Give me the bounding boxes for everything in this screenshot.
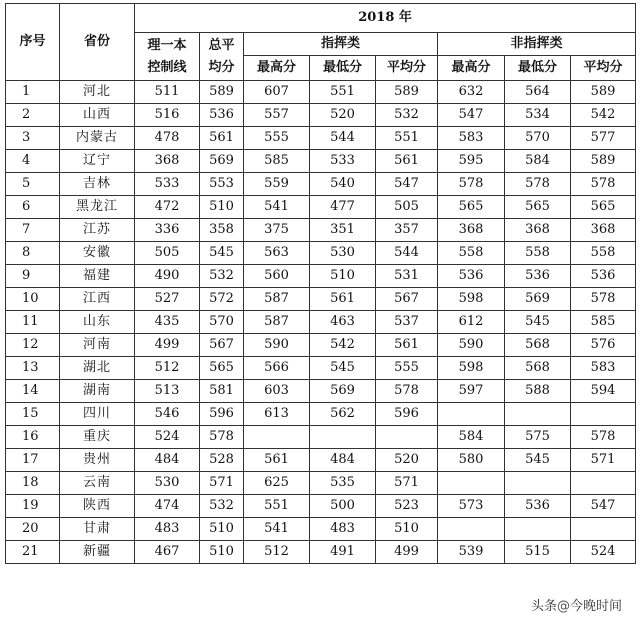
cell-province: 贵州 [60, 449, 135, 472]
cell-nmin [505, 518, 571, 541]
cell-navg [571, 518, 636, 541]
cell-cmin [310, 426, 376, 449]
cell-line: 474 [135, 495, 200, 518]
table-row [6, 380, 636, 403]
cell-seq: 1 [6, 81, 60, 104]
cell-nmax: 536 [438, 265, 505, 288]
score-table-wrapper [5, 3, 635, 564]
table-row [6, 265, 636, 288]
cell-nmax: 632 [438, 81, 505, 104]
cell-cavg: 561 [376, 334, 438, 357]
cell-nmin: 568 [505, 334, 571, 357]
cell-cavg: 520 [376, 449, 438, 472]
cell-seq: 7 [6, 219, 60, 242]
cell-total: 532 [200, 265, 244, 288]
cell-cavg: 555 [376, 357, 438, 380]
cell-seq: 9 [6, 265, 60, 288]
cell-cmax: 561 [244, 449, 310, 472]
cell-province: 重庆 [60, 426, 135, 449]
table-row [6, 219, 636, 242]
cell-total: 570 [200, 311, 244, 334]
cell-navg: 576 [571, 334, 636, 357]
cell-cmin: 491 [310, 541, 376, 564]
header-control-line-2: 控制线 [147, 59, 187, 75]
cell-seq: 11 [6, 311, 60, 334]
cell-province: 内蒙古 [60, 127, 135, 150]
cell-navg: 585 [571, 311, 636, 334]
cell-nmax: 368 [438, 219, 505, 242]
cell-nmax: 580 [438, 449, 505, 472]
cell-seq: 16 [6, 426, 60, 449]
cell-cavg: 551 [376, 127, 438, 150]
cell-cmin: 510 [310, 265, 376, 288]
cell-line: 533 [135, 173, 200, 196]
cell-cmax [244, 426, 310, 449]
cell-province: 江苏 [60, 219, 135, 242]
cell-province: 吉林 [60, 173, 135, 196]
cell-line: 435 [135, 311, 200, 334]
table-row [6, 472, 636, 495]
cell-cavg: 532 [376, 104, 438, 127]
header-total-avg [200, 33, 244, 81]
table-row [6, 311, 636, 334]
cell-cavg: 561 [376, 150, 438, 173]
cell-total: 532 [200, 495, 244, 518]
cell-nmax: 539 [438, 541, 505, 564]
cell-cavg: 547 [376, 173, 438, 196]
cell-nmin: 515 [505, 541, 571, 564]
cell-cmin: 463 [310, 311, 376, 334]
cell-province: 陕西 [60, 495, 135, 518]
cell-nmin: 575 [505, 426, 571, 449]
cell-cmax: 625 [244, 472, 310, 495]
table-row [6, 426, 636, 449]
cell-line: 472 [135, 196, 200, 219]
cell-navg: 578 [571, 288, 636, 311]
cell-cmax: 559 [244, 173, 310, 196]
cell-total: 589 [200, 81, 244, 104]
cell-navg: 577 [571, 127, 636, 150]
cell-total: 569 [200, 150, 244, 173]
cell-nmin: 569 [505, 288, 571, 311]
cell-cmin: 551 [310, 81, 376, 104]
cell-nmin [505, 403, 571, 426]
cell-total: 596 [200, 403, 244, 426]
cell-cmin: 562 [310, 403, 376, 426]
cell-province: 河北 [60, 81, 135, 104]
cell-nmax: 565 [438, 196, 505, 219]
watermark-prefix: 头条 [530, 599, 557, 614]
cell-nmax: 597 [438, 380, 505, 403]
cell-navg [571, 403, 636, 426]
cell-cmin: 351 [310, 219, 376, 242]
table-row [6, 357, 636, 380]
cell-line: 467 [135, 541, 200, 564]
table-row [6, 449, 636, 472]
cell-line: 546 [135, 403, 200, 426]
cell-nmin: 565 [505, 196, 571, 219]
cell-cavg: 523 [376, 495, 438, 518]
cell-seq: 18 [6, 472, 60, 495]
cell-nmax: 598 [438, 357, 505, 380]
cell-seq: 10 [6, 288, 60, 311]
cell-line: 513 [135, 380, 200, 403]
cell-nmax: 598 [438, 288, 505, 311]
cell-cmax: 607 [244, 81, 310, 104]
cell-navg: 542 [571, 104, 636, 127]
cell-cavg [376, 426, 438, 449]
cell-total: 510 [200, 196, 244, 219]
cell-navg: 558 [571, 242, 636, 265]
cell-line: 527 [135, 288, 200, 311]
cell-cavg: 510 [376, 518, 438, 541]
cell-province: 湖北 [60, 357, 135, 380]
cell-cmax: 587 [244, 288, 310, 311]
cell-nmin: 534 [505, 104, 571, 127]
cell-nmin: 564 [505, 81, 571, 104]
cell-nmax [438, 472, 505, 495]
cell-navg: 571 [571, 449, 636, 472]
cell-line: 368 [135, 150, 200, 173]
cell-cmax: 590 [244, 334, 310, 357]
cell-line: 336 [135, 219, 200, 242]
cell-total: 510 [200, 518, 244, 541]
score-table [5, 3, 636, 564]
cell-nmax: 558 [438, 242, 505, 265]
header-noncommand-min: 最低分 [505, 56, 571, 81]
header-control-line-1: 理一本 [147, 37, 187, 53]
cell-province: 安徽 [60, 242, 135, 265]
cell-cmax: 555 [244, 127, 310, 150]
header-command-mean: 平均分 [376, 56, 438, 81]
cell-line: 499 [135, 334, 200, 357]
cell-province: 河南 [60, 334, 135, 357]
cell-cavg: 505 [376, 196, 438, 219]
cell-total: 581 [200, 380, 244, 403]
table-row [6, 541, 636, 564]
cell-seq: 21 [6, 541, 60, 564]
cell-seq: 3 [6, 127, 60, 150]
cell-cmin: 540 [310, 173, 376, 196]
cell-line: 505 [135, 242, 200, 265]
header-control-line [135, 33, 200, 81]
cell-navg [571, 472, 636, 495]
header-noncommand: 非指挥类 [438, 33, 636, 56]
cell-total: 572 [200, 288, 244, 311]
header-command: 指挥类 [244, 33, 438, 56]
cell-cmin: 535 [310, 472, 376, 495]
header-province: 省份 [60, 4, 135, 81]
header-year: 2018 年 [135, 4, 636, 33]
cell-cmax: 551 [244, 495, 310, 518]
cell-line: 490 [135, 265, 200, 288]
cell-nmin: 536 [505, 265, 571, 288]
cell-cmin: 484 [310, 449, 376, 472]
cell-navg: 578 [571, 173, 636, 196]
cell-navg: 536 [571, 265, 636, 288]
cell-province: 云南 [60, 472, 135, 495]
cell-cmax: 587 [244, 311, 310, 334]
cell-navg: 368 [571, 219, 636, 242]
cell-total: 567 [200, 334, 244, 357]
cell-seq: 13 [6, 357, 60, 380]
cell-province: 湖南 [60, 380, 135, 403]
cell-navg: 524 [571, 541, 636, 564]
table-row [6, 173, 636, 196]
cell-cmin: 500 [310, 495, 376, 518]
cell-cmin: 561 [310, 288, 376, 311]
cell-province: 山西 [60, 104, 135, 127]
cell-cmax: 512 [244, 541, 310, 564]
cell-nmin: 578 [505, 173, 571, 196]
cell-total: 553 [200, 173, 244, 196]
cell-cavg: 537 [376, 311, 438, 334]
cell-total: 358 [200, 219, 244, 242]
cell-cmin: 477 [310, 196, 376, 219]
cell-cavg: 499 [376, 541, 438, 564]
header-noncommand-max: 最高分 [438, 56, 505, 81]
cell-nmin: 570 [505, 127, 571, 150]
table-row [6, 196, 636, 219]
cell-seq: 15 [6, 403, 60, 426]
cell-province: 新疆 [60, 541, 135, 564]
cell-navg: 594 [571, 380, 636, 403]
cell-nmax: 578 [438, 173, 505, 196]
cell-total: 510 [200, 541, 244, 564]
cell-seq: 4 [6, 150, 60, 173]
cell-cmax: 557 [244, 104, 310, 127]
cell-nmax [438, 403, 505, 426]
cell-nmax: 590 [438, 334, 505, 357]
cell-cmin: 569 [310, 380, 376, 403]
header-noncommand-mean: 平均分 [571, 56, 636, 81]
cell-cmin: 545 [310, 357, 376, 380]
cell-cmin: 542 [310, 334, 376, 357]
table-row [6, 403, 636, 426]
watermark [527, 594, 626, 615]
cell-seq: 14 [6, 380, 60, 403]
cell-nmin [505, 472, 571, 495]
cell-cavg: 589 [376, 81, 438, 104]
cell-province: 甘肃 [60, 518, 135, 541]
cell-navg: 589 [571, 81, 636, 104]
table-body [6, 81, 636, 564]
cell-cmax: 563 [244, 242, 310, 265]
cell-cavg: 578 [376, 380, 438, 403]
cell-total: 571 [200, 472, 244, 495]
cell-line: 524 [135, 426, 200, 449]
cell-total: 561 [200, 127, 244, 150]
cell-nmin: 368 [505, 219, 571, 242]
cell-province: 四川 [60, 403, 135, 426]
header-command-min: 最低分 [310, 56, 376, 81]
watermark-at: @ [556, 599, 570, 614]
cell-cavg: 544 [376, 242, 438, 265]
table-row [6, 104, 636, 127]
cell-seq: 12 [6, 334, 60, 357]
table-row [6, 495, 636, 518]
cell-seq: 17 [6, 449, 60, 472]
table-row [6, 150, 636, 173]
cell-line: 530 [135, 472, 200, 495]
cell-cmin: 520 [310, 104, 376, 127]
cell-cmin: 483 [310, 518, 376, 541]
cell-navg: 578 [571, 426, 636, 449]
cell-cmax: 603 [244, 380, 310, 403]
cell-seq: 6 [6, 196, 60, 219]
cell-cmin: 530 [310, 242, 376, 265]
cell-nmin: 588 [505, 380, 571, 403]
cell-nmax: 612 [438, 311, 505, 334]
table-row [6, 334, 636, 357]
cell-line: 478 [135, 127, 200, 150]
table-row [6, 127, 636, 150]
cell-cmax: 541 [244, 196, 310, 219]
cell-navg: 547 [571, 495, 636, 518]
table-row [6, 518, 636, 541]
cell-total: 578 [200, 426, 244, 449]
cell-cmax: 375 [244, 219, 310, 242]
cell-cmax: 613 [244, 403, 310, 426]
cell-seq: 20 [6, 518, 60, 541]
cell-nmax: 583 [438, 127, 505, 150]
cell-cavg: 571 [376, 472, 438, 495]
cell-nmax [438, 518, 505, 541]
cell-cmin: 533 [310, 150, 376, 173]
cell-nmax: 584 [438, 426, 505, 449]
cell-province: 辽宁 [60, 150, 135, 173]
cell-cavg: 357 [376, 219, 438, 242]
cell-cmax: 566 [244, 357, 310, 380]
header-total-avg-2: 均分 [208, 59, 235, 75]
cell-line: 484 [135, 449, 200, 472]
cell-seq: 19 [6, 495, 60, 518]
cell-nmin: 558 [505, 242, 571, 265]
cell-line: 511 [135, 81, 200, 104]
cell-province: 山东 [60, 311, 135, 334]
cell-seq: 8 [6, 242, 60, 265]
cell-navg: 589 [571, 150, 636, 173]
cell-seq: 2 [6, 104, 60, 127]
cell-cmax: 560 [244, 265, 310, 288]
cell-total: 565 [200, 357, 244, 380]
cell-cmin: 544 [310, 127, 376, 150]
cell-line: 483 [135, 518, 200, 541]
cell-cavg: 596 [376, 403, 438, 426]
cell-province: 福建 [60, 265, 135, 288]
table-row [6, 81, 636, 104]
cell-total: 528 [200, 449, 244, 472]
header-total-avg-1: 总平 [208, 37, 235, 53]
cell-nmax: 595 [438, 150, 505, 173]
cell-nmin: 568 [505, 357, 571, 380]
header-command-max: 最高分 [244, 56, 310, 81]
cell-nmin: 536 [505, 495, 571, 518]
header-seq: 序号 [6, 4, 60, 81]
cell-nmin: 545 [505, 311, 571, 334]
cell-total: 545 [200, 242, 244, 265]
cell-province: 江西 [60, 288, 135, 311]
cell-line: 516 [135, 104, 200, 127]
table-row [6, 288, 636, 311]
watermark-name: 今晚时间 [569, 599, 622, 614]
cell-nmin: 545 [505, 449, 571, 472]
cell-cavg: 567 [376, 288, 438, 311]
cell-seq: 5 [6, 173, 60, 196]
cell-nmin: 584 [505, 150, 571, 173]
cell-cmax: 541 [244, 518, 310, 541]
table-row [6, 242, 636, 265]
cell-total: 536 [200, 104, 244, 127]
cell-province: 黑龙江 [60, 196, 135, 219]
cell-navg: 583 [571, 357, 636, 380]
cell-nmax: 547 [438, 104, 505, 127]
cell-cavg: 531 [376, 265, 438, 288]
cell-cmax: 585 [244, 150, 310, 173]
cell-nmax: 573 [438, 495, 505, 518]
cell-line: 512 [135, 357, 200, 380]
cell-navg: 565 [571, 196, 636, 219]
